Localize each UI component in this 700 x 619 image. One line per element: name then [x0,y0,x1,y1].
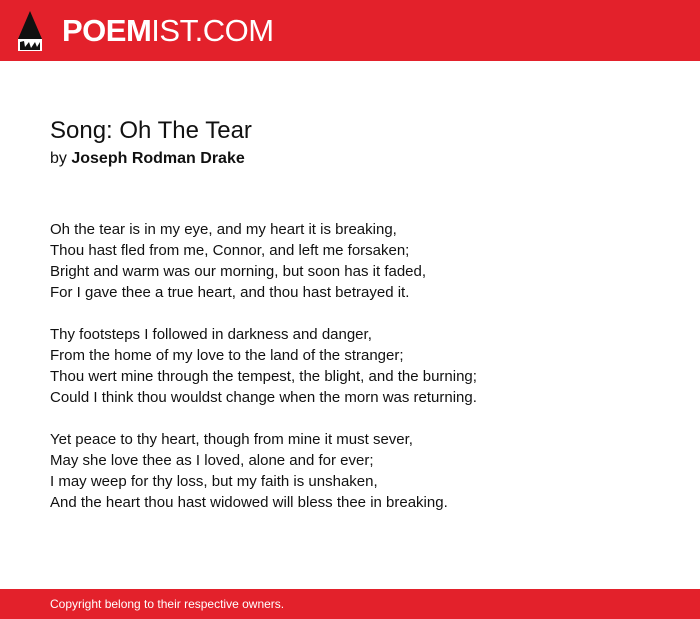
brand-light-text: IST.COM [151,13,274,48]
by-label: by [50,150,67,167]
pencil-icon[interactable] [17,10,43,52]
poem-line: Could I think thou wouldst change when the morn was returning. [50,389,477,406]
poem-line: May she love thee as I loved, alone and for ever; [50,452,374,469]
poem-line: Bright and warm was our morning, but soon has it faded, [50,263,427,280]
poem-line: For I gave thee a true heart, and thou hast betrayed it. [50,284,410,301]
poem-body [50,219,670,534]
poem-line: And the heart thou hast widowed will bless thee in breaking. [50,494,448,511]
stanza-2 [50,324,670,408]
poem-title: Song: Oh The Tear [50,117,252,144]
stanza-3 [50,429,670,513]
poem-line: Thou hast fled from me, Connor, and left me forsaken; [50,242,410,259]
copyright-text: Copyright belong to their respective owners. [50,597,285,611]
stanza-1 [50,219,670,303]
poem-line: Oh the tear is in my eye, and my heart it is breaking, [50,221,397,238]
byline [50,148,245,170]
site-header [0,0,700,61]
site-footer [0,589,700,619]
poem-line: I may weep for thy loss, but my faith is unshaken, [50,473,378,490]
site-logo[interactable] [62,11,274,51]
brand-bold-text: POEM [62,13,152,48]
poem-line: Thy footsteps I followed in darkness and danger, [50,326,372,343]
poem-line: Thou wert mine through the tempest, the blight, and the burning; [50,368,477,385]
poem-line: From the home of my love to the land of the stranger; [50,347,404,364]
author-name[interactable]: Joseph Rodman Drake [71,150,245,167]
poem-line: Yet peace to thy heart, though from mine it must sever, [50,431,413,448]
